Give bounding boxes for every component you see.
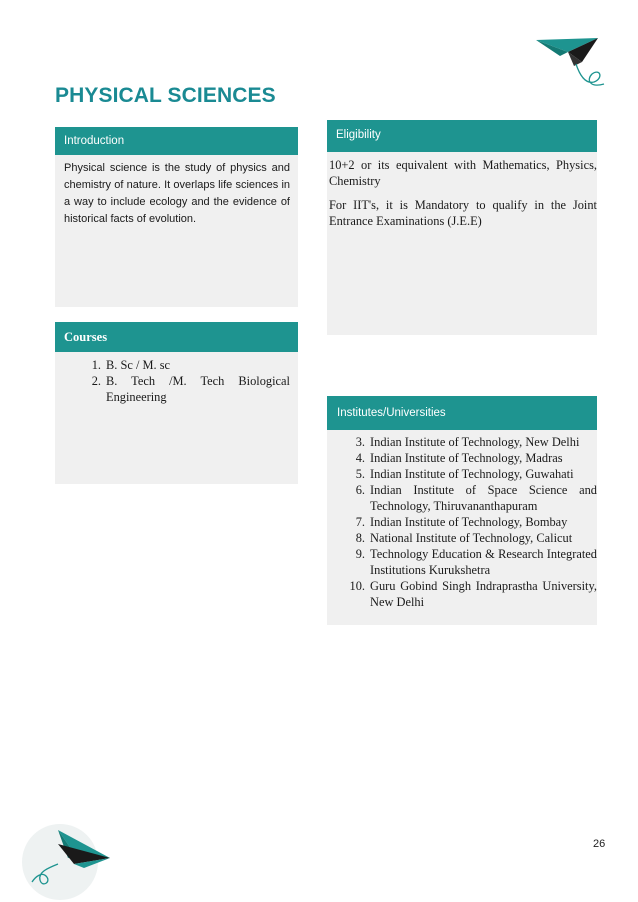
list-number: 6. — [355, 483, 365, 497]
paper-plane-icon — [18, 818, 118, 902]
list-item — [341, 482, 597, 514]
list-text: Indian Institute of Technology, Guwahati — [370, 467, 574, 481]
list-text: Technology Education & Research Integrated Institutions Kurukshetra — [370, 547, 597, 577]
list-number: 2. — [91, 374, 101, 388]
list-item — [341, 546, 597, 578]
list-number: 7. — [355, 515, 365, 529]
eligibility-paragraph: For IIT's, it is Mandatory to qualify in the Joint Entrance Examinations (J.E.E) — [329, 198, 597, 228]
list-text: Guru Gobind Singh Indraprastha University, New Delhi — [370, 579, 597, 609]
introduction-panel — [55, 127, 298, 307]
courses-list — [77, 357, 290, 405]
paper-plane-icon — [530, 32, 610, 94]
courses-panel — [55, 322, 298, 484]
eligibility-text — [327, 152, 597, 229]
institutes-panel — [327, 396, 597, 625]
introduction-heading: Introduction — [55, 127, 298, 155]
list-text: National Institute of Technology, Calicut — [370, 531, 573, 545]
eligibility-panel — [327, 120, 597, 335]
eligibility-paragraph: 10+2 or its equivalent with Mathematics, Physics, Chemistry — [329, 158, 597, 188]
list-number: 5. — [355, 467, 365, 481]
list-text: Indian Institute of Technology, Madras — [370, 451, 563, 465]
introduction-text: Physical science is the study of physics and chemistry of nature. It overlaps life sciences in a way to include ecology and the evidence of historical facts of evolution. — [64, 162, 290, 225]
list-text: Indian Institute of Technology, New Delhi — [370, 435, 580, 449]
list-item — [341, 530, 597, 546]
list-item — [341, 434, 597, 450]
page-number: 26 — [593, 838, 606, 850]
list-number: 9. — [355, 547, 365, 561]
list-number: 1. — [91, 358, 101, 372]
list-text: Indian Institute of Space Science and Technology, Thiruvananthapuram — [370, 483, 597, 513]
list-text: B. Tech /M. Tech Biological Engineering — [106, 374, 290, 404]
list-text: Indian Institute of Technology, Bombay — [370, 515, 568, 529]
list-item — [341, 466, 597, 482]
list-number: 8. — [355, 531, 365, 545]
list-item — [341, 450, 597, 466]
list-item — [77, 357, 290, 373]
list-number: 10. — [349, 579, 365, 593]
institutes-list-wrapper — [327, 430, 597, 610]
list-number: 4. — [355, 451, 365, 465]
list-text: B. Sc / M. sc — [106, 358, 171, 372]
institutes-heading: Institutes/Universities — [327, 396, 597, 430]
institutes-list — [341, 434, 597, 610]
eligibility-heading: Eligibility — [327, 120, 597, 152]
list-item — [77, 373, 290, 405]
list-item — [341, 578, 597, 610]
page-title: PHYSICAL SCIENCES — [55, 84, 276, 107]
list-item — [341, 514, 597, 530]
courses-list-wrapper — [55, 352, 298, 405]
courses-heading: Courses — [55, 322, 298, 352]
list-number: 3. — [355, 435, 365, 449]
